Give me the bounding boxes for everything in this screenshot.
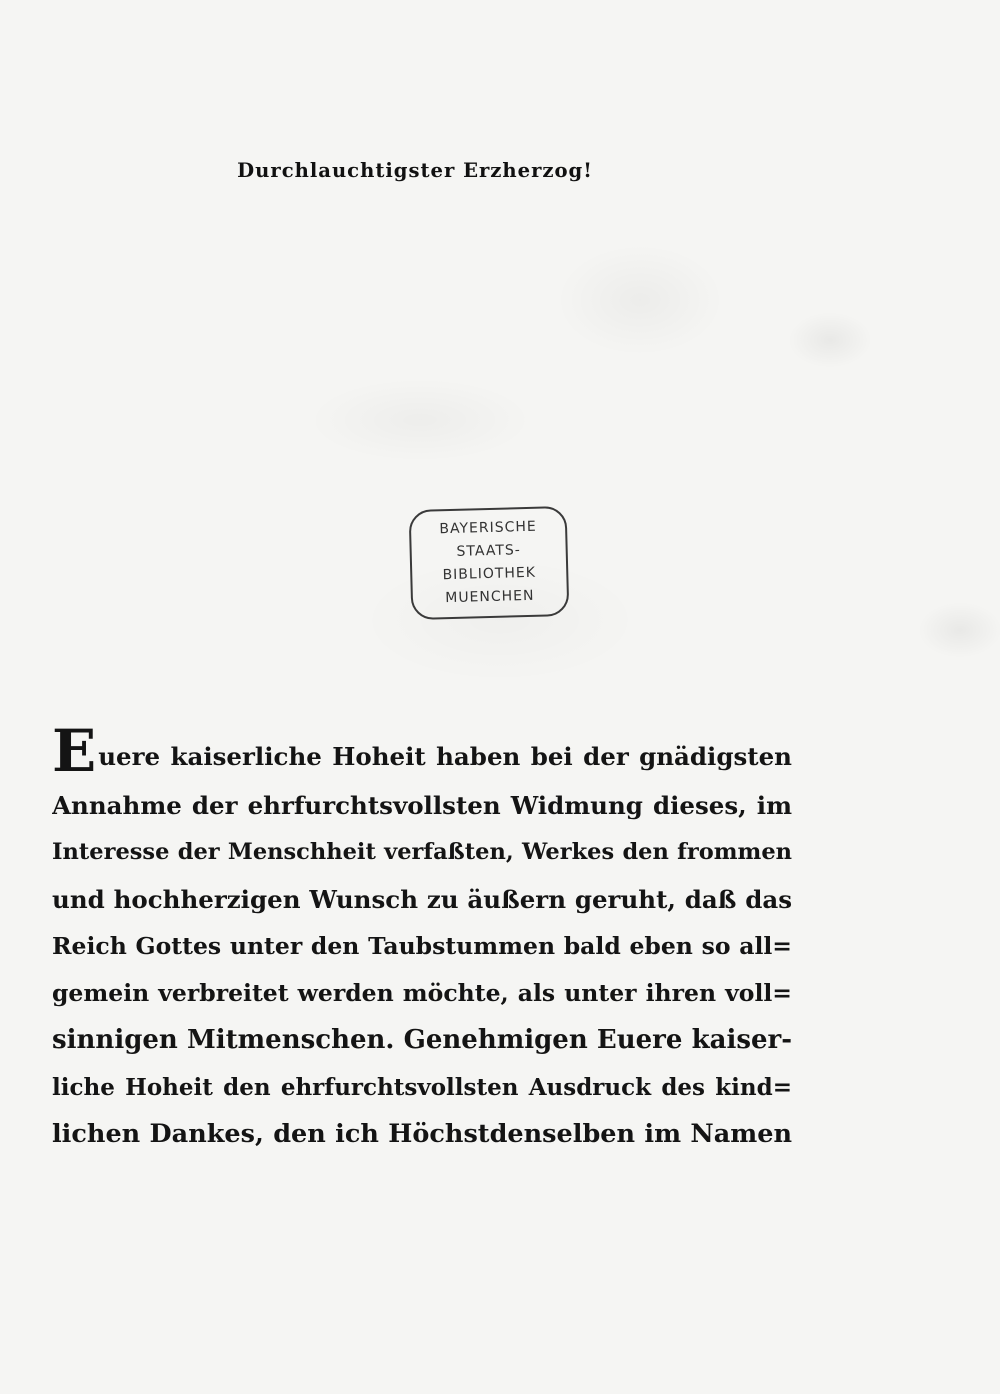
text-line-7: sinnigen Mitmenschen. Genehmigen Euere kaiser- xyxy=(52,1025,792,1055)
stamp-line: BIBLIOTHEK xyxy=(442,564,537,584)
stamp-line: BAYERISCHE xyxy=(439,518,537,538)
text-line-2: Annahme der ehrfurchtsvollsten Widmung dieses, im xyxy=(52,791,792,820)
text-line-8: liche Hoheit den ehrfurchtsvollsten Ausdruck des kind= xyxy=(52,1074,792,1101)
page-heading: Durchlauchtigster Erzherzog! xyxy=(237,158,593,182)
text-line-5: Reich Gottes unter den Taubstummen bald eben so all= xyxy=(52,932,792,960)
text-line-3: Interesse der Menschheit verfaßten, Werkes den frommen xyxy=(52,839,792,865)
text-line-9: lichen Dankes, den ich Höchstdenselben im Namen xyxy=(52,1119,792,1149)
text-line-1 xyxy=(52,722,792,782)
text-line-4: und hochherzigen Wunsch zu äußern geruht, daß das xyxy=(52,885,792,914)
line-text: uere kaiserliche Hoheit haben bei der gnädigsten xyxy=(98,742,792,771)
drop-initial: E xyxy=(52,722,97,782)
library-stamp xyxy=(409,506,570,620)
stamp-line: STAATS- xyxy=(456,542,522,560)
body-paragraph xyxy=(52,722,792,1158)
text-line-6: gemein verbreitet werden möchte, als unter ihren voll= xyxy=(52,979,792,1007)
stamp-line: MUENCHEN xyxy=(445,587,535,607)
